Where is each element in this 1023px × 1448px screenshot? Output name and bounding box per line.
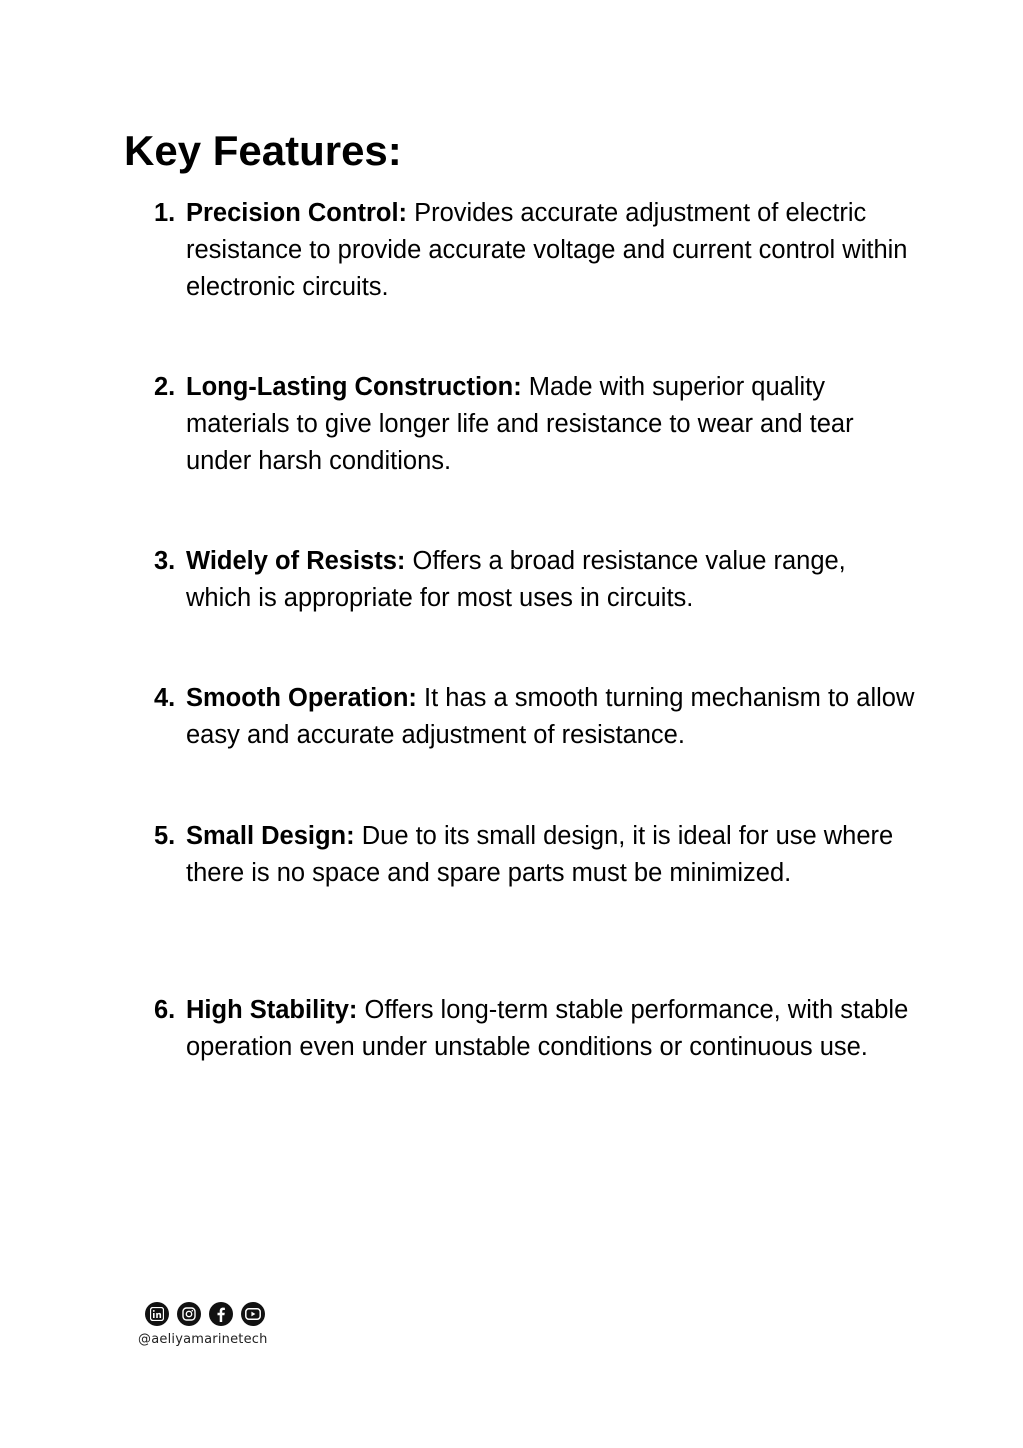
feature-item-high-stability	[154, 992, 916, 1066]
instagram-icon[interactable]	[177, 1302, 201, 1326]
feature-title: Precision Control:	[186, 199, 408, 227]
feature-item-smooth-operation	[154, 680, 916, 754]
feature-description: It has a smooth turning mechanism to allow easy and accurate adjustment of resistance.	[186, 684, 915, 749]
feature-description: Offers a broad resistance value range, which is appropriate for most uses in circuits.	[186, 547, 846, 612]
feature-item-small-design	[154, 818, 916, 892]
feature-item-widely-of-resists	[154, 543, 916, 617]
feature-number: 3.	[154, 547, 176, 575]
feature-number: 2.	[154, 373, 176, 401]
feature-number: 1.	[154, 199, 176, 227]
page-title: Key Features:	[124, 127, 402, 174]
feature-description: Offers long-term stable performance, with stable operation even under unstable conditions or continuous use.	[186, 996, 909, 1061]
feature-description: Due to its small design, it is ideal for use where there is no space and spare parts must be minimized.	[186, 822, 894, 887]
feature-description: Provides accurate adjustment of electric resistance to provide accurate voltage and current control within electronic circuits.	[186, 199, 908, 301]
feature-item-long-lasting-construction	[154, 369, 916, 480]
feature-title: Small Design:	[186, 822, 355, 850]
feature-title: Smooth Operation:	[186, 684, 417, 712]
feature-number: 4.	[154, 684, 176, 712]
social-handle: @aeliyamarinetech	[138, 1332, 268, 1347]
feature-item-precision-control	[154, 195, 916, 306]
social-footer	[138, 1302, 298, 1347]
social-icons	[145, 1302, 298, 1326]
feature-number: 6.	[154, 996, 176, 1024]
feature-title: High Stability:	[186, 996, 358, 1024]
feature-title: Long-Lasting Construction:	[186, 373, 522, 401]
linkedin-icon[interactable]	[145, 1302, 169, 1326]
youtube-icon[interactable]	[241, 1302, 265, 1326]
feature-number: 5.	[154, 822, 176, 850]
feature-description: Made with superior quality materials to give longer life and resistance to wear and tear under harsh conditions.	[186, 373, 854, 475]
feature-title: Widely of Resists:	[186, 547, 406, 575]
facebook-icon[interactable]	[209, 1302, 233, 1326]
